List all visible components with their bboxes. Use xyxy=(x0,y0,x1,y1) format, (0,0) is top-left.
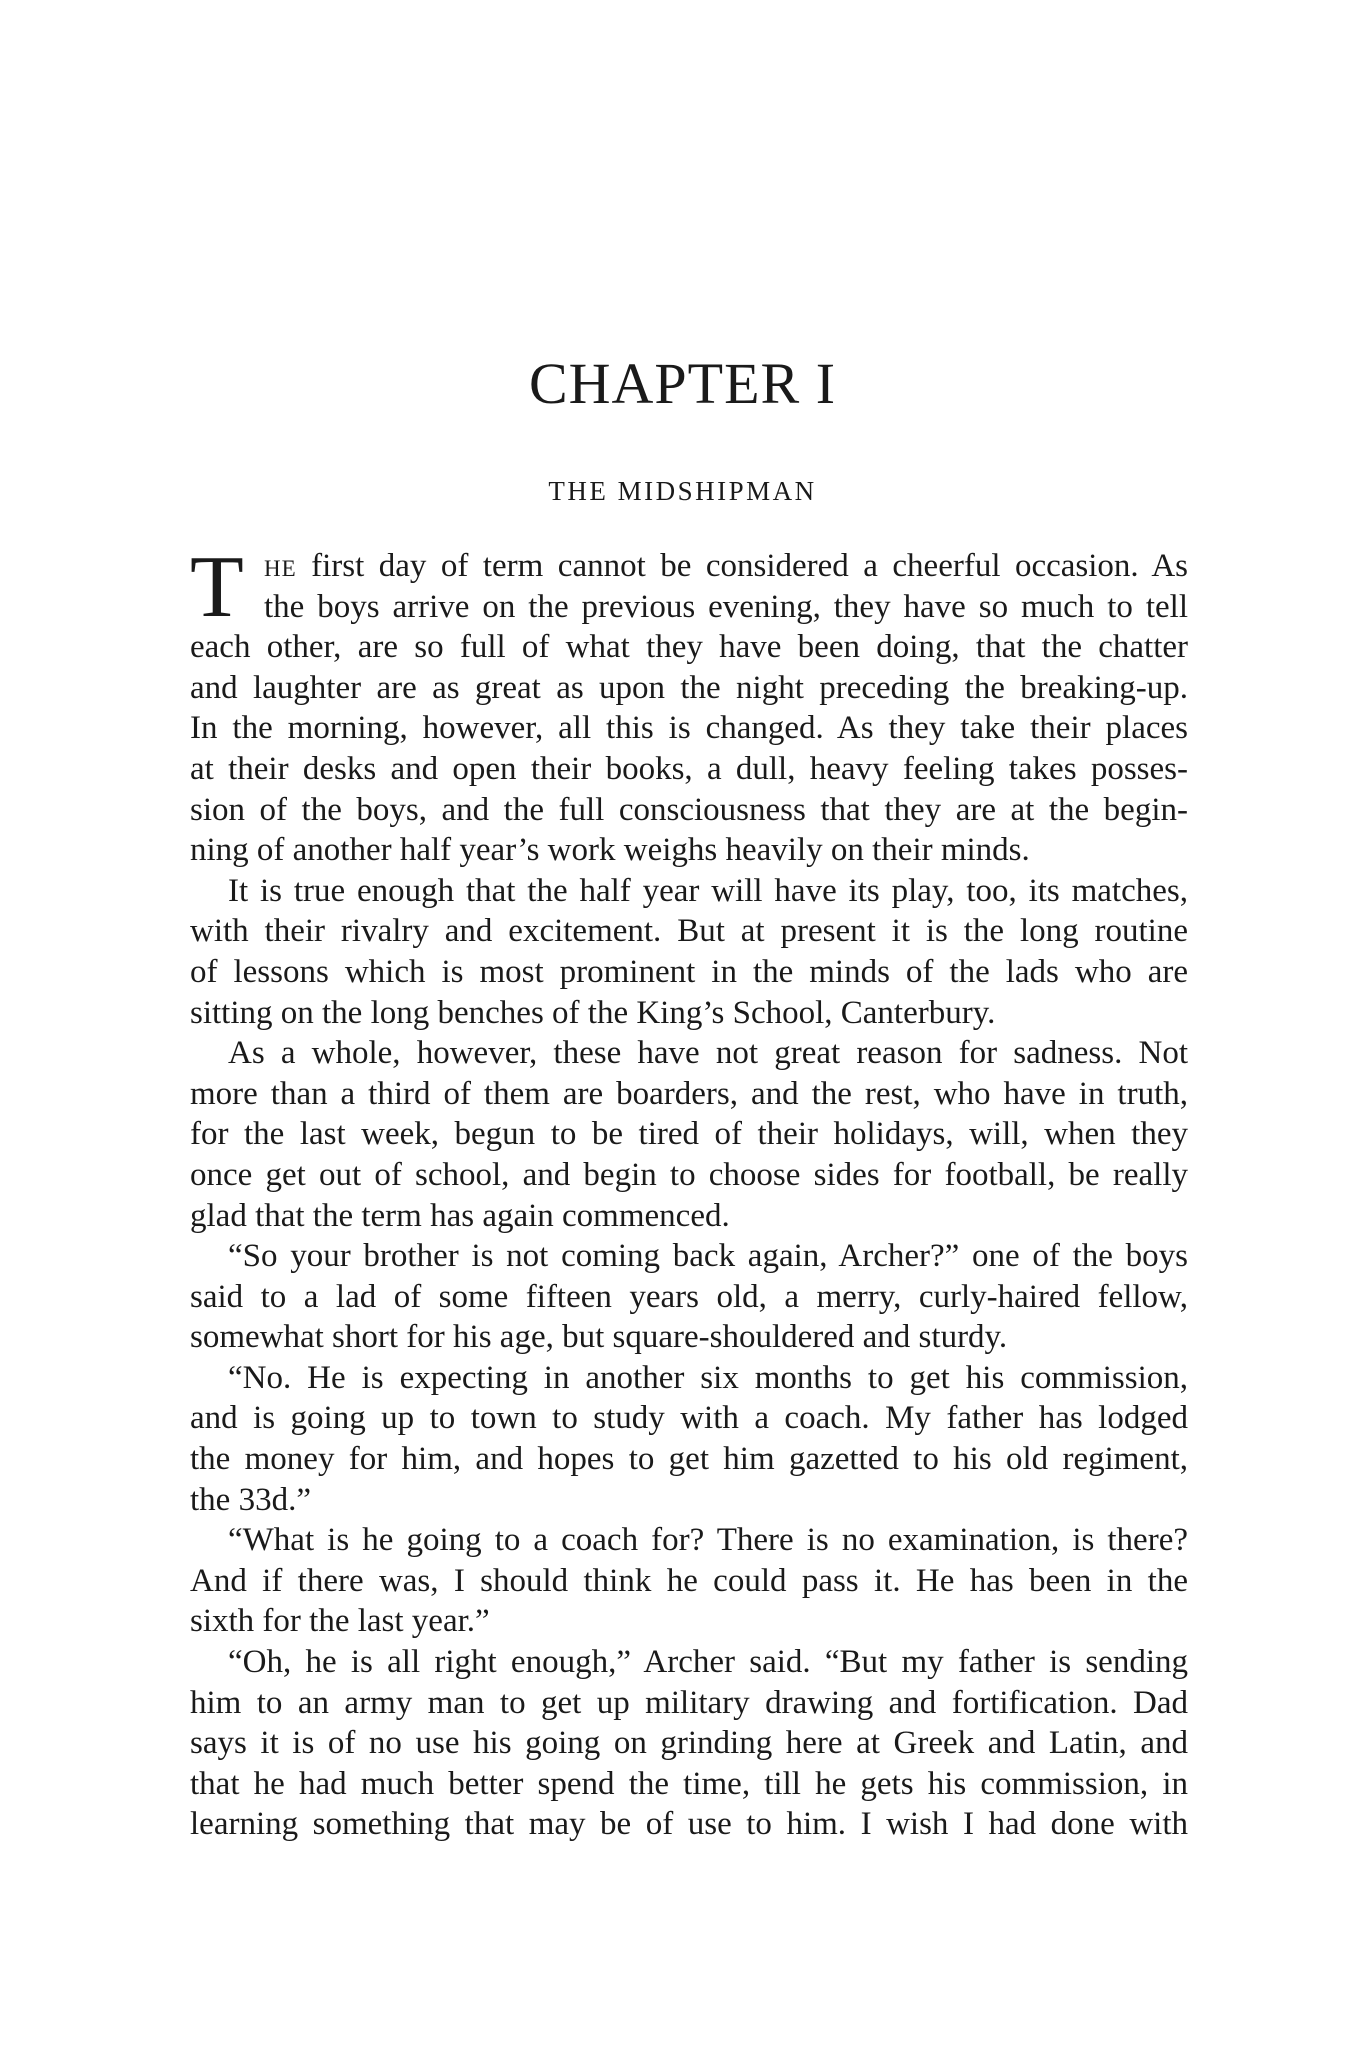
drop-cap-small-caps: he xyxy=(264,548,297,584)
paragraph-line: sion of the boys, and the full consciousness that they are at the begin- xyxy=(190,791,1188,828)
paragraph-line: As a whole, however, these have not great reason for sadness. Not xyxy=(228,1035,1188,1072)
paragraph-line: that he had much better spend the time, till he gets his commission, in xyxy=(190,1765,1188,1802)
paragraph-line: “Oh, he is all right enough,” Archer said. “But my father is sending xyxy=(228,1644,1188,1681)
paragraph-line: “No. He is expecting in another six months to get his commission, xyxy=(228,1359,1188,1396)
paragraph-line: once get out of school, and begin to choose sides for football, be really xyxy=(190,1156,1188,1193)
paragraph-line: It is true enough that the half year will have its play, too, its matches, xyxy=(228,872,1188,909)
paragraph-line: And if there was, I should think he could pass it. He has been in the xyxy=(190,1562,1188,1599)
paragraph-line: at their desks and open their books, a dull, heavy feeling takes posses- xyxy=(190,750,1188,787)
paragraph-line: sitting on the long benches of the King’s School, Canterbury. xyxy=(190,994,996,1031)
paragraph-line: and laughter are as great as upon the night preceding the breaking-up. xyxy=(190,669,1188,706)
paragraph-line: learning something that may be of use to him. I wish I had done with xyxy=(190,1806,1188,1843)
paragraph-line: for the last week, begun to be tired of their holidays, will, when they xyxy=(190,1116,1188,1153)
paragraph-line: “What is he going to a coach for? There is no examination, is there? xyxy=(228,1522,1188,1559)
chapter-subtitle: THE MIDSHIPMAN xyxy=(548,476,817,506)
drop-cap: T xyxy=(190,539,244,636)
paragraph-line: “So your brother is not coming back again, Archer?” one of the boys xyxy=(228,1238,1188,1275)
paragraph-line: of lessons which is most prominent in the minds of the lads who are xyxy=(190,953,1188,990)
paragraph-line: ning of another half year’s work weighs heavily on their minds. xyxy=(190,832,1030,869)
paragraph-line: more than a third of them are boarders, and the rest, who have in truth, xyxy=(190,1075,1188,1112)
paragraph-line: says it is of no use his going on grinding here at Greek and Latin, and xyxy=(190,1725,1188,1762)
paragraph-line: somewhat short for his age, but square-shouldered and sturdy. xyxy=(190,1319,1008,1356)
paragraph-line: the money for him, and hopes to get him gazetted to his old regiment, xyxy=(190,1441,1188,1478)
chapter-title: CHAPTER I xyxy=(528,351,837,416)
paragraph-line: glad that the term has again commenced. xyxy=(190,1197,730,1234)
paragraph-line: him to an army man to get up military drawing and fortification. Dad xyxy=(190,1684,1188,1721)
paragraph-line: the boys arrive on the previous evening, they have so much to tell xyxy=(264,588,1188,625)
paragraph-line: with their rivalry and excitement. But at present it is the long routine xyxy=(190,913,1188,950)
paragraph-line: sixth for the last year.” xyxy=(190,1603,490,1640)
paragraph-line: In the morning, however, all this is changed. As they take their places xyxy=(190,710,1188,747)
paragraph-line: and is going up to town to study with a coach. My father has lodged xyxy=(190,1400,1188,1437)
first-line-text: first day of term cannot be considered a cheerful occasion. As xyxy=(296,548,1188,584)
body-text xyxy=(190,539,1188,1845)
paragraph-line: said to a lad of some fifteen years old, a merry, curly-haired fellow, xyxy=(190,1278,1188,1315)
paragraph-line: each other, are so full of what they have been doing, that the chatter xyxy=(190,629,1188,666)
paragraph-line: the 33d.” xyxy=(190,1481,311,1518)
